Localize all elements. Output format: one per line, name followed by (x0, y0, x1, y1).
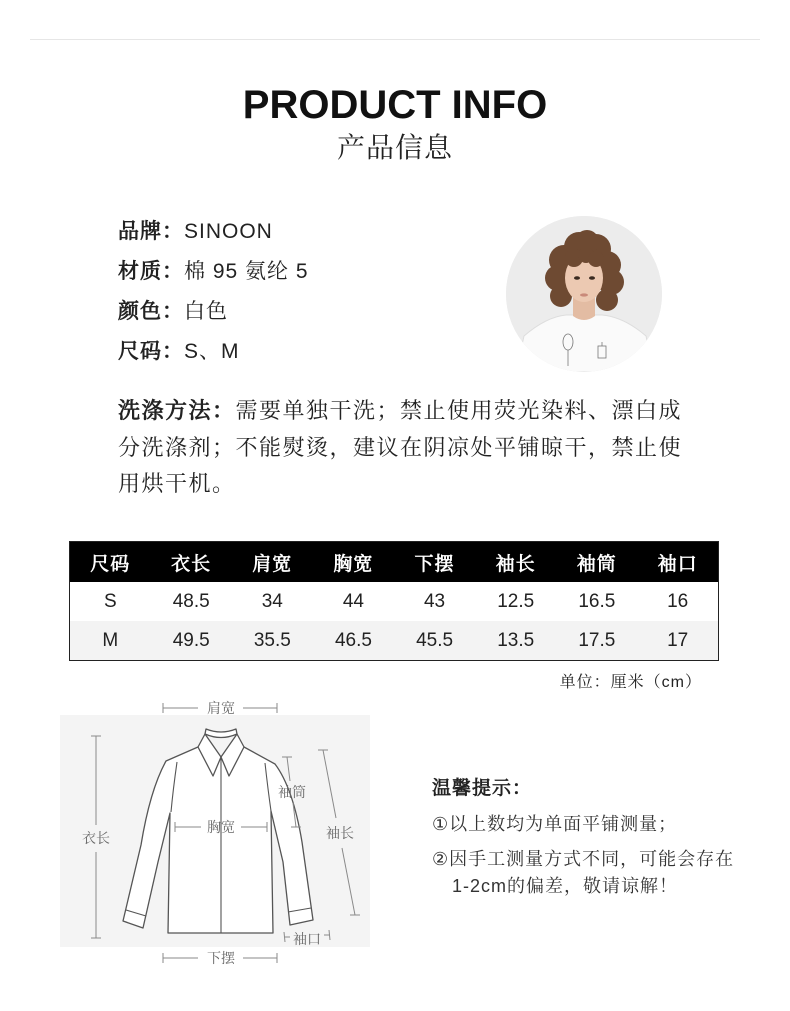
washing-text: 需要单独干洗；禁止使用荧光染料、漂白成 (235, 398, 683, 423)
shirt-collar-band (205, 729, 237, 738)
table-cell: 46.5 (313, 621, 394, 661)
washing-instructions (118, 393, 682, 503)
info-label: 尺码： (118, 340, 184, 363)
info-row-color (118, 292, 309, 332)
table-row (70, 582, 719, 621)
table-cell: 16.5 (578, 590, 616, 612)
table-cell: 34 (261, 590, 283, 612)
table-row (70, 621, 719, 661)
label-cuff: 袖口 (293, 931, 321, 947)
label-sleeve-width: 袖筒 (278, 784, 306, 800)
table-cell: 13.5 (475, 621, 556, 661)
size-table (69, 541, 719, 661)
unit-note: 单位：厘米（cm） (559, 674, 702, 691)
table-header-cell: 袖口 (637, 542, 718, 583)
page-title-en: PRODUCT INFO (242, 83, 548, 127)
table-header-cell: 尺码 (70, 542, 151, 583)
info-label: 颜色： (118, 300, 184, 323)
table-header-row (70, 542, 719, 583)
table-cell: 49.5 (151, 621, 232, 661)
table-cell: 17.5 (556, 621, 637, 661)
info-row-material (118, 252, 309, 292)
table-cell: 35.5 (232, 621, 313, 661)
table-header-cell: 衣长 (151, 542, 232, 583)
table-header-cell: 袖筒 (556, 542, 637, 583)
info-value: 白色 (184, 300, 228, 323)
label-length: 衣长 (82, 830, 110, 846)
tips-line: 1-2cm的偏差，敬请谅解！ (452, 876, 679, 896)
washing-text: 分洗涤剂；不能熨烫，建议在阴凉处平铺晾干，禁止使 (118, 434, 683, 460)
info-label: 品牌： (118, 220, 184, 243)
info-label: 材质： (118, 260, 184, 283)
table-cell: 43 (423, 590, 446, 612)
label-chest-width: 胸宽 (207, 819, 235, 835)
washing-line (118, 393, 682, 430)
measurement-diagram (60, 690, 370, 975)
label-sleeve-length: 袖长 (326, 825, 354, 841)
table-cell: 16 (667, 590, 689, 612)
table-header-cell: 肩宽 (232, 542, 313, 583)
info-value: 棉 95 氨纶 5 (184, 260, 309, 283)
info-row-brand (118, 212, 309, 252)
tips-title: 温馨提示： (432, 778, 533, 799)
table-cell: 17 (637, 621, 718, 661)
label-hem: 下摆 (207, 950, 235, 966)
product-info-list (118, 212, 309, 372)
page-title-cn: 产品信息 (336, 132, 453, 163)
tips-line: ②因手工测量方式不同，可能会存在 (432, 849, 735, 869)
washing-label: 洗涤方法： (118, 398, 236, 423)
info-row-size (118, 332, 309, 372)
top-divider (30, 39, 760, 40)
table-header-cell: 胸宽 (313, 542, 394, 583)
washing-line (118, 430, 682, 467)
table-cell: 45.5 (394, 621, 475, 661)
info-value: SINOON (184, 220, 273, 243)
tips-line: ①以上数均为单面平铺测量； (432, 814, 678, 834)
table-cell: M (70, 621, 151, 661)
table-header-cell: 下摆 (394, 542, 475, 583)
model-portrait (506, 216, 662, 372)
washing-text: 用烘干机。 (118, 471, 236, 496)
table-cell: 44 (342, 590, 364, 612)
table-header-cell: 袖长 (475, 542, 556, 583)
washing-line (118, 466, 682, 503)
info-value: S、M (184, 340, 240, 363)
model-photo (506, 216, 662, 372)
table-cell: 12.5 (497, 590, 535, 612)
label-shoulder-width: 肩宽 (207, 700, 235, 716)
table-cell: S (103, 590, 117, 612)
table-cell: 48.5 (172, 590, 210, 612)
